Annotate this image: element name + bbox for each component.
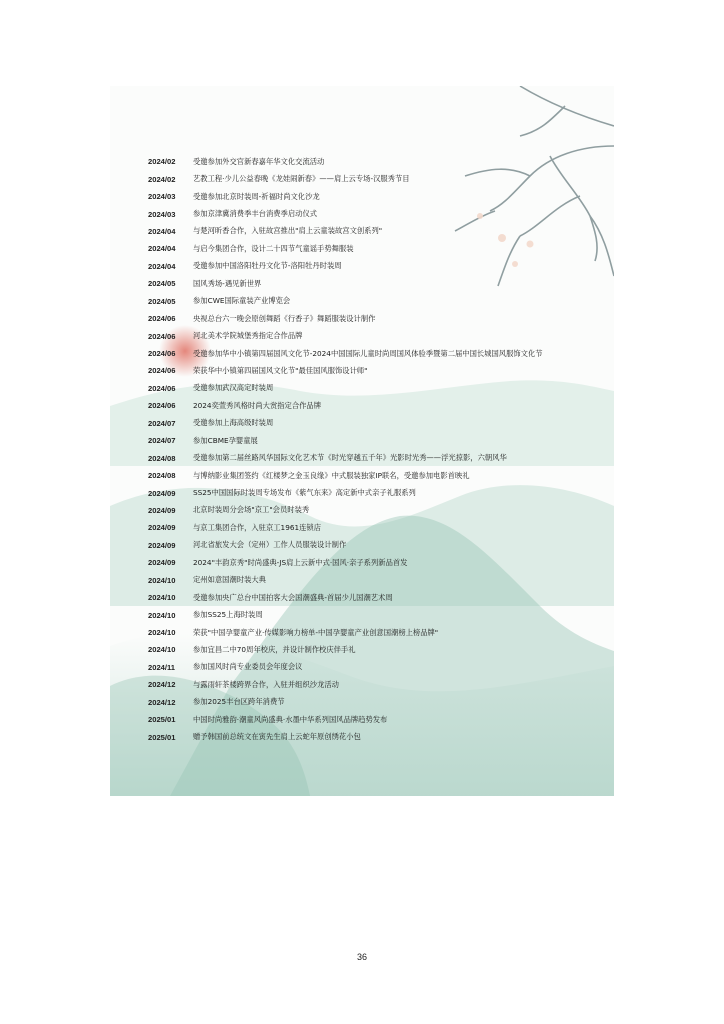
- milestone-date: 2024/09: [148, 558, 176, 568]
- milestone-date: 2024/06: [148, 401, 176, 411]
- milestone-date: 2024/06: [148, 349, 176, 359]
- milestone-text: 参加宜昌二中70周年校庆，并设计制作校庆伴手礼: [193, 644, 356, 654]
- milestone-text: 2024奕萱秀风格时尚大赏指定合作品牌: [193, 400, 322, 410]
- milestone-date: 2024/10: [148, 593, 176, 603]
- milestone-text: 与露雨轩茶楼跨界合作，入驻并组织沙龙活动: [193, 679, 339, 689]
- milestone-item: [148, 537, 618, 554]
- milestone-item: [148, 572, 618, 589]
- milestone-text: 2024"丰韵京秀"时尚盛典-JS肩上云新中式·国风·亲子系列新品首发: [193, 557, 408, 567]
- milestone-item: [148, 659, 618, 676]
- milestone-item: [148, 153, 618, 170]
- milestone-item: [148, 170, 618, 187]
- milestone-item: [148, 240, 618, 257]
- milestone-text: 河北美术学院城堡秀指定合作品牌: [193, 331, 303, 341]
- milestone-date: 2024/02: [148, 157, 176, 167]
- milestone-item: [148, 502, 618, 519]
- milestone-date: 2024/03: [148, 192, 176, 202]
- milestone-date: 2024/03: [148, 209, 176, 219]
- milestone-date: 2024/06: [148, 366, 176, 376]
- milestone-item: [148, 694, 618, 711]
- milestone-item: [148, 293, 618, 310]
- milestone-item: [148, 711, 618, 728]
- milestone-date: 2024/12: [148, 680, 176, 690]
- milestone-date: 2024/04: [148, 244, 176, 254]
- milestone-item: [148, 484, 618, 501]
- milestone-text: 受邀参加上海高级时装周: [193, 418, 274, 428]
- milestone-date: 2024/10: [148, 645, 176, 655]
- milestone-date: 2024/12: [148, 697, 176, 707]
- milestone-text: 定州如意国潮时装大典: [193, 575, 266, 585]
- milestone-text: 央视总台六一晚会原创舞蹈《行香子》舞蹈服装设计制作: [193, 313, 376, 323]
- milestone-item: [148, 624, 618, 641]
- milestone-text: 参加2025丰台区跨年消费节: [193, 697, 285, 707]
- milestone-date: 2025/01: [148, 732, 176, 742]
- milestone-date: 2024/10: [148, 628, 176, 638]
- milestone-item: [148, 327, 618, 344]
- milestone-date: 2024/09: [148, 505, 176, 515]
- milestone-text: SS25中国国际时装周专场发布《紫气东来》高定新中式亲子礼服系列: [193, 488, 416, 498]
- milestone-text: 受邀参加中国洛阳牡丹文化节-洛阳牡丹时装周: [193, 261, 342, 271]
- milestone-date: 2025/01: [148, 715, 176, 725]
- milestone-item: [148, 728, 618, 745]
- milestone-date: 2024/09: [148, 523, 176, 533]
- milestone-item: [148, 223, 618, 240]
- milestone-item: [148, 676, 618, 693]
- milestone-date: 2024/08: [148, 453, 176, 463]
- milestone-item: [148, 275, 618, 292]
- milestone-text: 参加国风时尚专业委员会年度会议: [193, 662, 303, 672]
- milestone-item: [148, 188, 618, 205]
- milestone-text: 参加CWE国际童装产业博览会: [193, 296, 291, 306]
- milestone-date: 2024/11: [148, 662, 176, 672]
- milestone-date: 2024/06: [148, 331, 176, 341]
- milestone-date: 2024/06: [148, 314, 176, 324]
- milestone-text: 参加CBME孕婴童展: [193, 435, 258, 445]
- milestone-text: 受邀参加外交官新春嘉年华文化交流活动: [193, 156, 325, 166]
- milestone-item: [148, 589, 618, 606]
- milestone-text: 河北省旅发大会（定州）工作人员服装设计制作: [193, 540, 347, 550]
- milestone-text: 北京时装周分会场"京工"会员时装秀: [193, 505, 310, 515]
- milestone-text: 受邀参加央广总台中国拍客大会国潮盛典-首届少儿国潮艺术周: [193, 592, 393, 602]
- milestone-item: [148, 380, 618, 397]
- milestone-date: 2024/02: [148, 174, 176, 184]
- milestone-item: [148, 641, 618, 658]
- milestone-text: 与启今集团合作，设计二十四节气童谣手势舞服装: [193, 243, 354, 253]
- milestone-item: [148, 449, 618, 466]
- milestone-date: 2024/04: [148, 261, 176, 271]
- milestone-text: 受邀参加华中小镇第四届国风文化节-2024中国国际儿童时尚周国风体验季暨第二届中国长城国风服饰文化节: [193, 348, 543, 358]
- milestone-date: 2024/07: [148, 418, 176, 428]
- milestone-date: 2024/04: [148, 226, 176, 236]
- milestone-text: 赠予韩国前总统文在寅先生肩上云蛇年原创绣花小包: [193, 732, 361, 742]
- milestone-text: 艺教工程·少儿公益春晚《龙娃闹新春》——肩上云专场-汉服秀节目: [193, 174, 410, 184]
- page-number: 36: [356, 952, 367, 962]
- milestone-date: 2024/06: [148, 383, 176, 393]
- milestone-text: 受邀参加武汉高定时装周: [193, 383, 274, 393]
- milestone-item: [148, 415, 618, 432]
- milestone-text: 参加京津冀消费季丰台消费季启动仪式: [193, 209, 318, 219]
- milestone-item: [148, 310, 618, 327]
- milestone-date: 2024/05: [148, 279, 176, 289]
- milestone-item: [148, 205, 618, 222]
- milestone-text: 与博纳影业集团签约《红楼梦之金玉良缘》中式服装独家IP联名，受邀参加电影首映礼: [193, 470, 470, 480]
- milestone-item: [148, 606, 618, 623]
- milestone-list: [148, 153, 618, 746]
- milestone-text: 与京工集团合作，入驻京工1961连锁店: [193, 522, 322, 532]
- milestone-text: 受邀参加北京时装周-祈福时尚文化沙龙: [193, 191, 320, 201]
- milestone-item: [148, 519, 618, 536]
- milestone-text: 受邀参加第二届丝路风华国际文化艺术节《时光穿越五千年》光影时光秀——浮光掠影，六朝风华: [193, 453, 507, 463]
- milestone-text: 中国时尚雅韵·潮童风尚盛典·水墨中华系列国风品牌趋势发布: [193, 714, 388, 724]
- milestone-date: 2024/10: [148, 575, 176, 585]
- milestone-item: [148, 362, 618, 379]
- milestone-item: [148, 258, 618, 275]
- milestone-date: 2024/05: [148, 296, 176, 306]
- milestone-date: 2024/07: [148, 436, 176, 446]
- milestone-item: [148, 554, 618, 571]
- milestone-item: [148, 467, 618, 484]
- milestone-item: [148, 345, 618, 362]
- milestone-text: 与楚河昕香合作，入驻故宫推出"肩上云童装故宫文创系列": [193, 226, 383, 236]
- milestone-text: 国风秀场-遇见新世界: [193, 278, 262, 288]
- milestone-date: 2024/09: [148, 540, 176, 550]
- milestone-item: [148, 397, 618, 414]
- milestone-text: 荣获"中国孕婴童产业·传媒影响力榜单-中国孕婴童产业创意国潮榜上榜品牌": [193, 627, 439, 637]
- milestone-text: 荣获华中小镇第四届国风文化节"最佳国风服饰设计师": [193, 365, 368, 375]
- milestone-date: 2024/08: [148, 471, 176, 481]
- milestone-date: 2024/10: [148, 610, 176, 620]
- milestone-date: 2024/09: [148, 488, 176, 498]
- milestone-text: 参加SS25上海时装周: [193, 610, 263, 620]
- milestone-item: [148, 432, 618, 449]
